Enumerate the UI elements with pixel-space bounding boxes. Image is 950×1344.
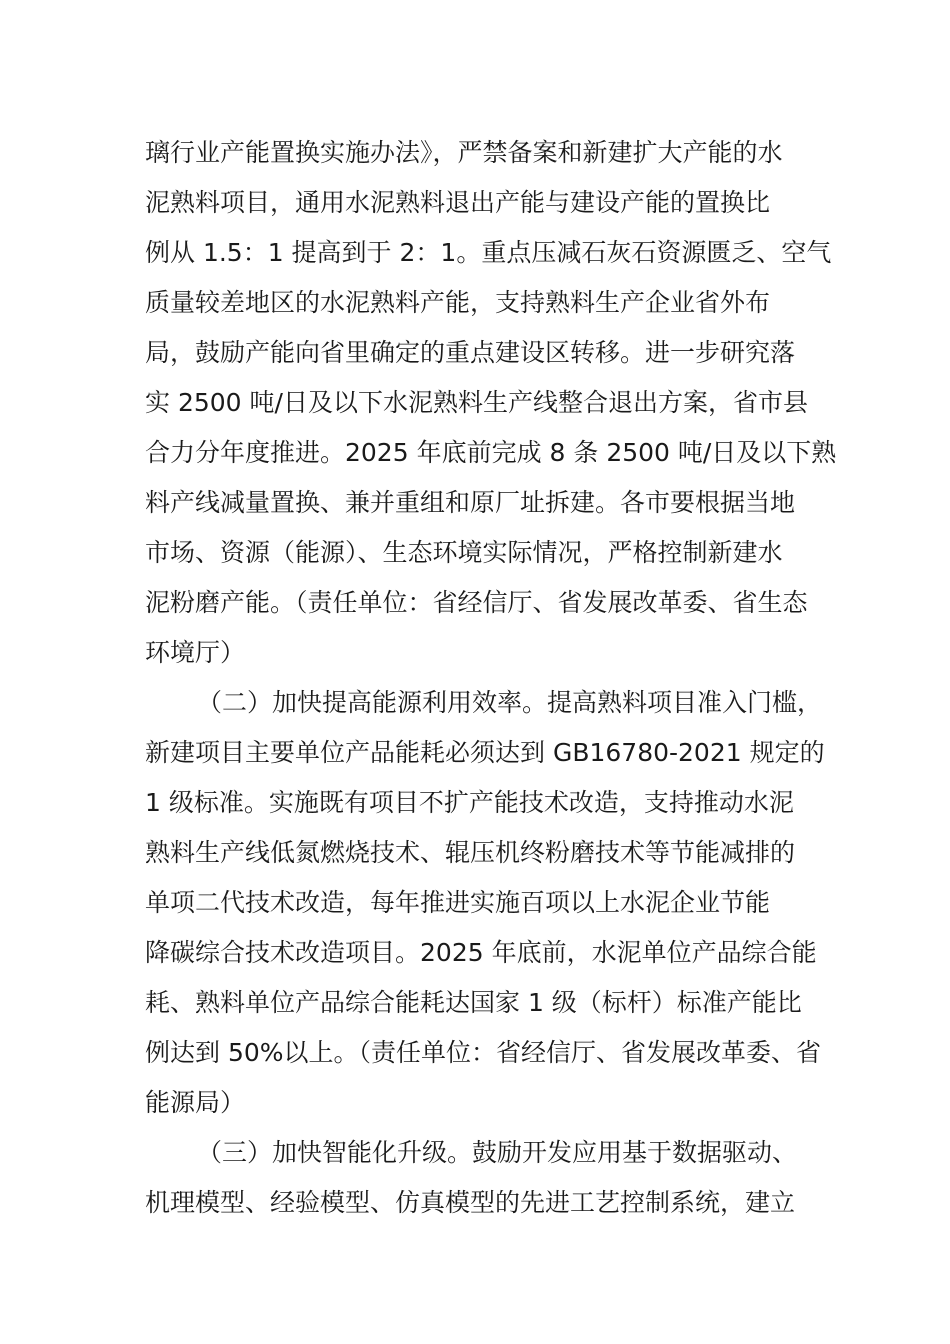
body-line: 新建项目主要单位产品能耗必须达到 GB16780-2021 规定的 xyxy=(145,738,825,767)
section-heading-line: （二）加快提高能源利用效率。提高熟料项目准入门槛， xyxy=(197,688,823,717)
body-line: 机理模型、经验模型、仿真模型的先进工艺控制系统，建立 xyxy=(145,1188,796,1217)
document-body xyxy=(145,128,835,1228)
body-line: 耗、熟料单位产品综合能耗达国家 1 级（标杆）标准产能比 xyxy=(145,988,802,1017)
body-line: 局，鼓励产能向省里确定的重点建设区转移。进一步研究落 xyxy=(145,338,796,367)
body-line: 泥熟料项目，通用水泥熟料退出产能与建设产能的置换比 xyxy=(145,188,771,217)
body-line: 例达到 50%以上。（责任单位：省经信厅、省发展改革委、省 xyxy=(145,1038,822,1067)
body-line: 熟料生产线低氮燃烧技术、辊压机终粉磨技术等节能减排的 xyxy=(145,838,796,867)
body-line: 例从 1.5：1 提高到于 2：1。重点压减石灰石资源匮乏、空气 xyxy=(145,238,832,267)
body-line: 单项二代技术改造，每年推进实施百项以上水泥企业节能 xyxy=(145,888,771,917)
body-line: 泥粉磨产能。（责任单位：省经信厅、省发展改革委、省生态 xyxy=(145,588,808,617)
section-heading-line: （三）加快智能化升级。鼓励开发应用基于数据驱动、 xyxy=(197,1138,798,1167)
body-line: 合力分年度推进。2025 年底前完成 8 条 2500 吨/日及以下熟 xyxy=(145,438,837,467)
body-line: 实 2500 吨/日及以下水泥熟料生产线整合退出方案，省市县 xyxy=(145,388,808,417)
body-line: 质量较差地区的水泥熟料产能，支持熟料生产企业省外布 xyxy=(145,288,771,317)
body-line: 市场、资源（能源）、生态环境实际情况，严格控制新建水 xyxy=(145,538,783,567)
body-line: 能源局） xyxy=(145,1088,246,1117)
body-line: 降碳综合技术改造项目。2025 年底前，水泥单位产品综合能 xyxy=(145,938,817,967)
body-line: 1 级标准。实施既有项目不扩产能技术改造，支持推动水泥 xyxy=(145,788,794,817)
body-line: 环境厅） xyxy=(145,638,246,667)
body-line: 璃行业产能置换实施办法》，严禁备案和新建扩大产能的水 xyxy=(145,138,783,167)
body-line: 料产线减量置换、兼并重组和原厂址拆建。各市要根据当地 xyxy=(145,488,796,517)
